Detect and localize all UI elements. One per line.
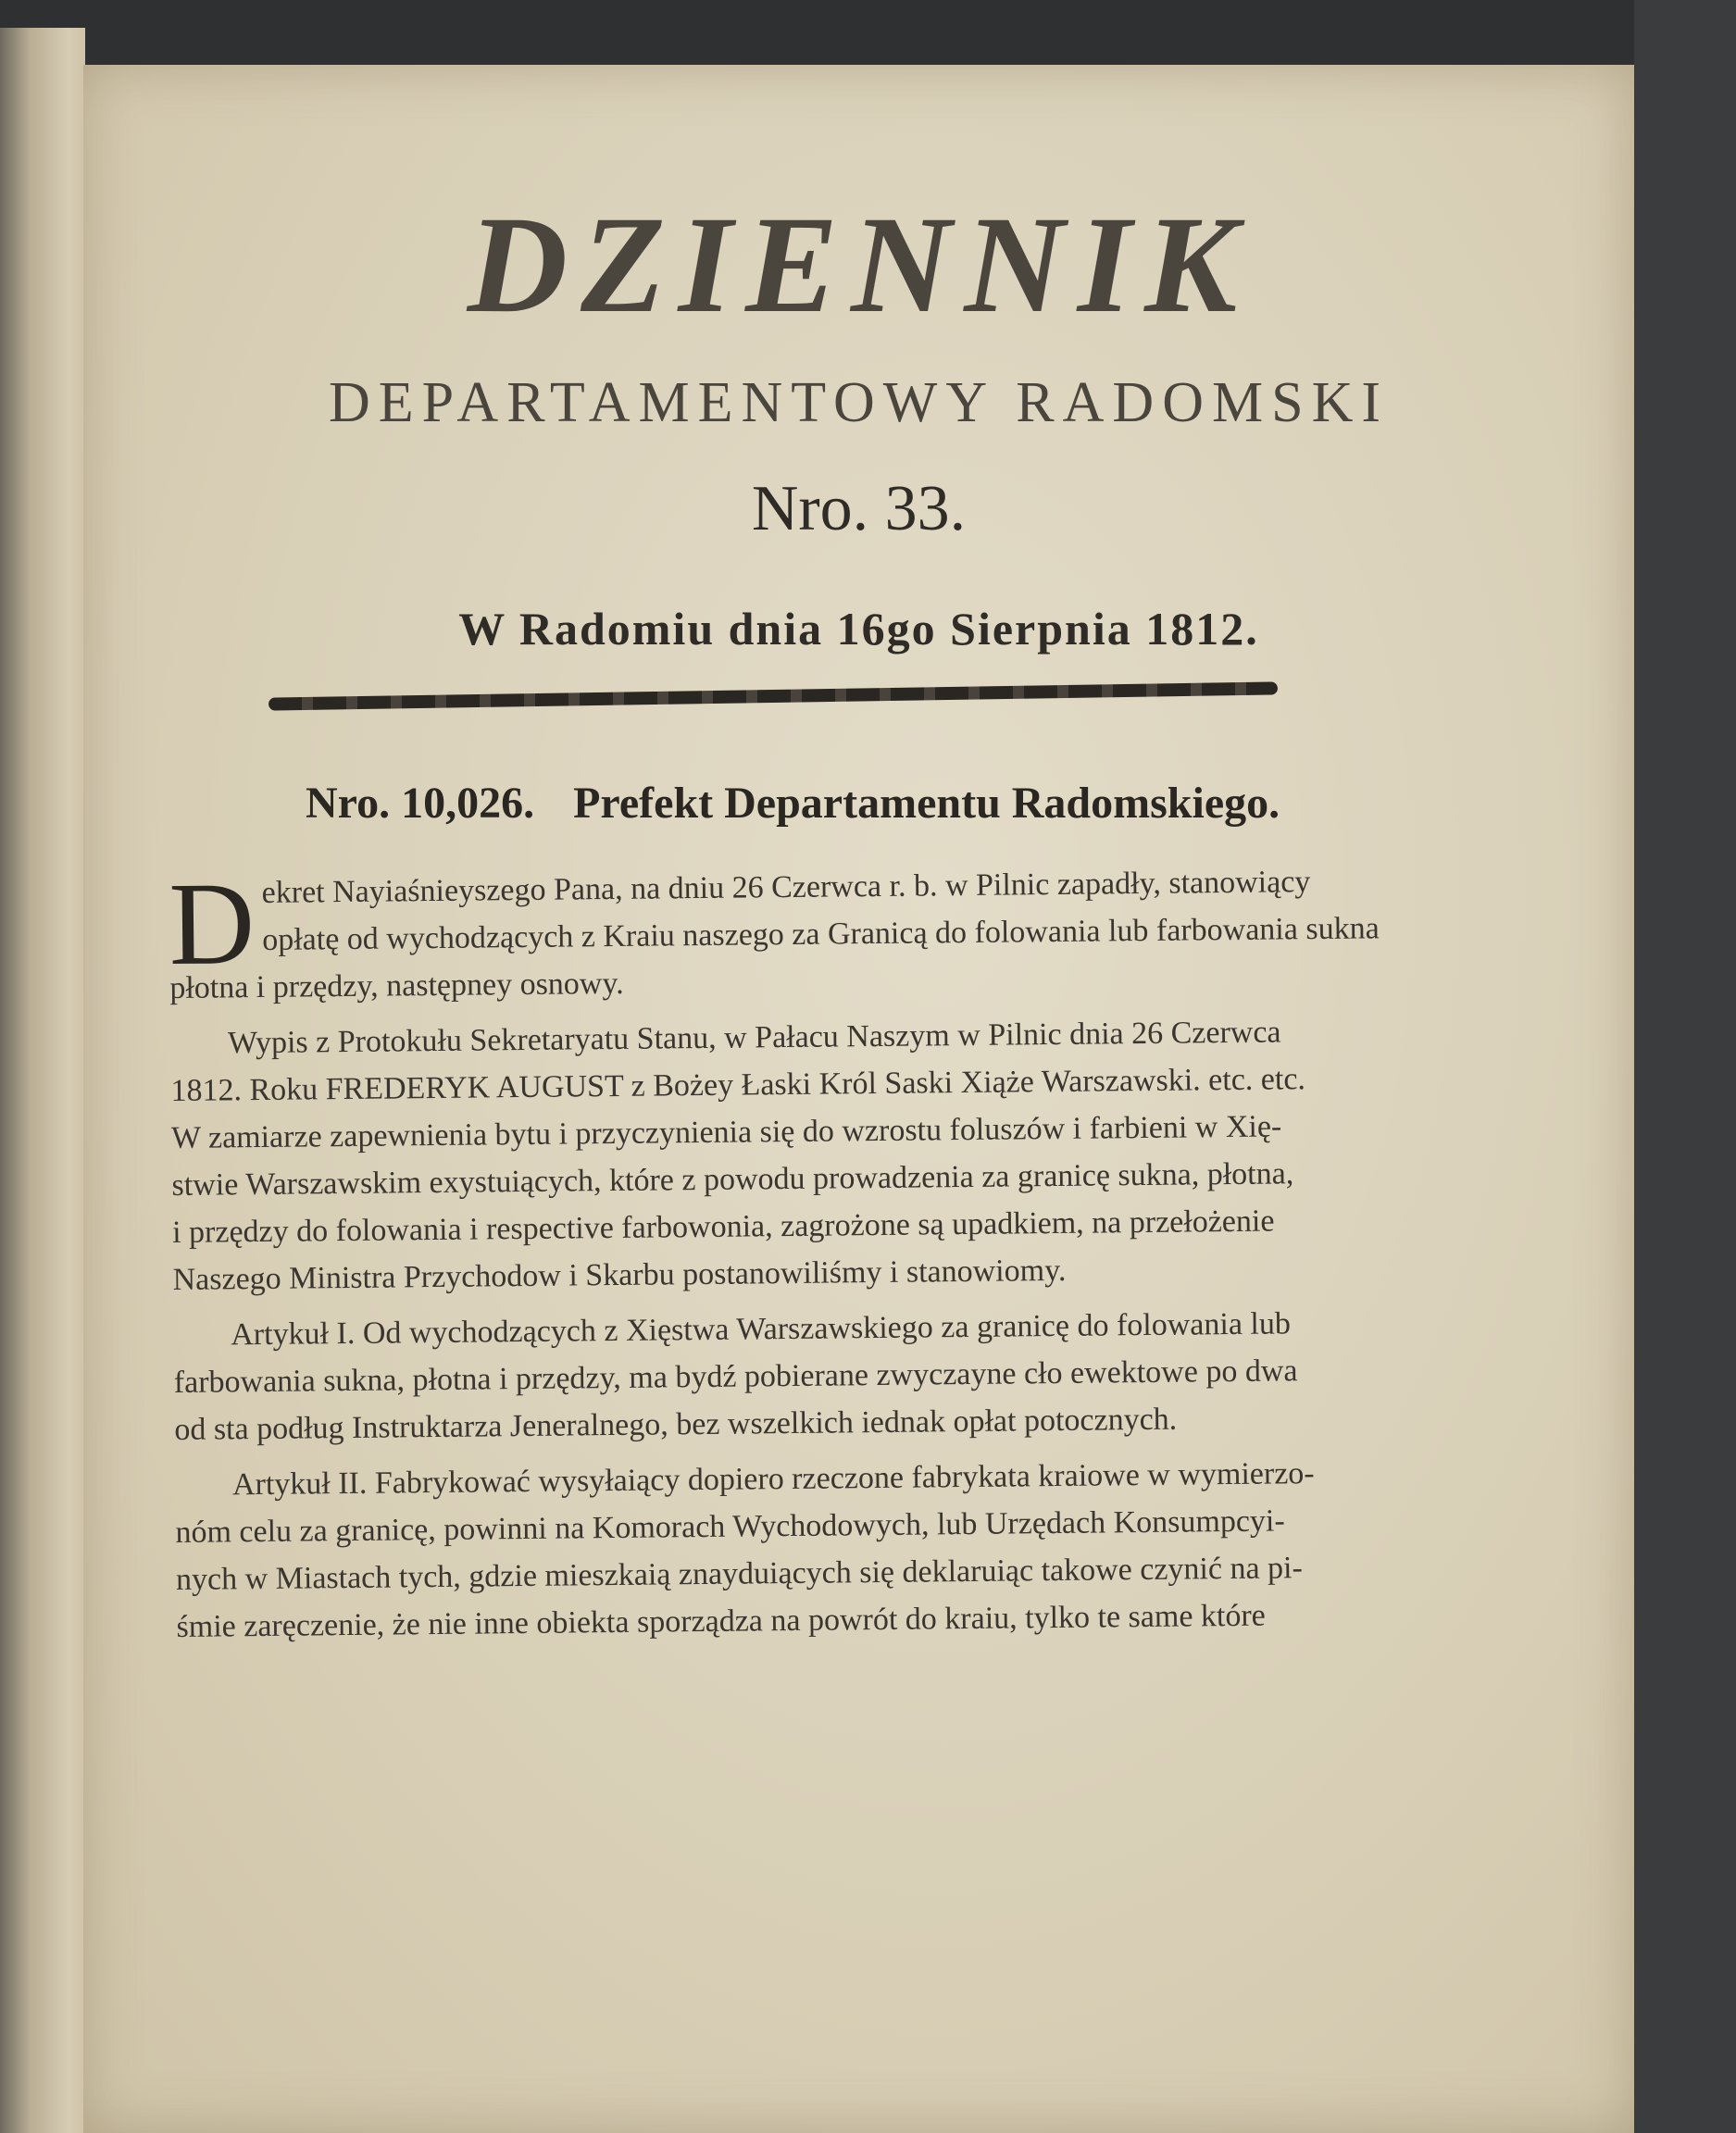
text-line: płotna i przędzy, następney osnowy.: [169, 966, 624, 1005]
article-body: [169, 855, 1621, 1659]
text-line: i przędzy do folowania i respective farbowonia, zagrożone są upadkiem, na przełożenie: [171, 1204, 1275, 1250]
book-spine-edge: [0, 28, 85, 2133]
article-1-paragraph: [173, 1297, 1619, 1453]
masthead-title: DZIENNIK: [467, 188, 1251, 342]
text-line: 1812. Roku FREDERYK AUGUST z Bożey Łaski Król Saski Xiąże Warszawski. etc. etc.: [170, 1062, 1306, 1108]
article-title: Prefekt Departamentu Radomskiego.: [573, 779, 1280, 828]
text-line: nych w Miastach tych, gdzie mieszkaią znayduiących się deklaruiąc takowe czynić na pi-: [175, 1551, 1304, 1597]
text-line: farbowania sukna, płotna i przędzy, ma bydź pobierane zwyczayne cło ewektowe po dwa: [173, 1353, 1298, 1400]
decorative-rule: [269, 681, 1278, 710]
text-line: Wypis z Protokułu Sekretaryatu Stanu, w Pałacu Naszym w Pilnic dnia 26 Czerwca: [227, 1015, 1281, 1061]
issue-number: Nro. 33.: [751, 473, 967, 544]
article-number: Nro. 10,026.: [306, 779, 535, 828]
text-line: Naszego Ministra Przychodow i Skarbu postanowiliśmy i stanowiomy.: [172, 1253, 1067, 1297]
article-heading: [306, 778, 1307, 829]
article-2-paragraph: [175, 1447, 1621, 1651]
text-line: Artykuł II. Fabrykować wysyłaiący dopiero rzeczone fabrykata kraiowe w wymierzo-: [231, 1456, 1315, 1503]
text-line: śmie zaręczenie, że nie inne obiekta sporządza na powrót do kraiu, tylko te same które: [176, 1598, 1266, 1644]
text-line: nóm celu za granicę, powinni na Komorach Wychodowych, lub Urzędach Konsumpcyi-: [175, 1503, 1285, 1550]
newspaper-page: [83, 65, 1634, 2133]
drop-cap: D: [168, 857, 256, 990]
protocol-paragraph: [170, 1005, 1617, 1304]
text-line: Artykuł I. Od wychodzących z Xięstwa Warszawskiego za granicę do folowania lub: [231, 1306, 1292, 1353]
scan-background-right: [1634, 0, 1736, 2133]
text-line: ekret Nayiaśnieyszego Pana, na dniu 26 Czerwca r. b. w Pilnic zapadły, stanowiący: [261, 865, 1311, 910]
intro-paragraph: [169, 855, 1615, 1012]
text-line: stwie Warszawskim exystuiących, które z powodu prowadzenia za granicę sukna, płotna,: [171, 1156, 1294, 1203]
text-line: od sta podług Instruktarza Jeneralnego, bez wszelkich iednak opłat potocznych.: [174, 1402, 1178, 1447]
text-line: W zamiarze zapewnienia bytu i przyczynienia się do wzrostu foluszów i farbieni w Xię-: [170, 1109, 1282, 1155]
issue-date: W Radomiu dnia 16go Sierpnia 1812.: [458, 603, 1259, 655]
masthead-subtitle: DEPARTAMENTOWY RADOMSKI: [328, 371, 1390, 434]
scan-background-top: [0, 0, 1736, 65]
text-line: opłatę od wychodzących z Kraiu naszego za Granicą do folowania lub farbowania sukna: [262, 911, 1380, 957]
